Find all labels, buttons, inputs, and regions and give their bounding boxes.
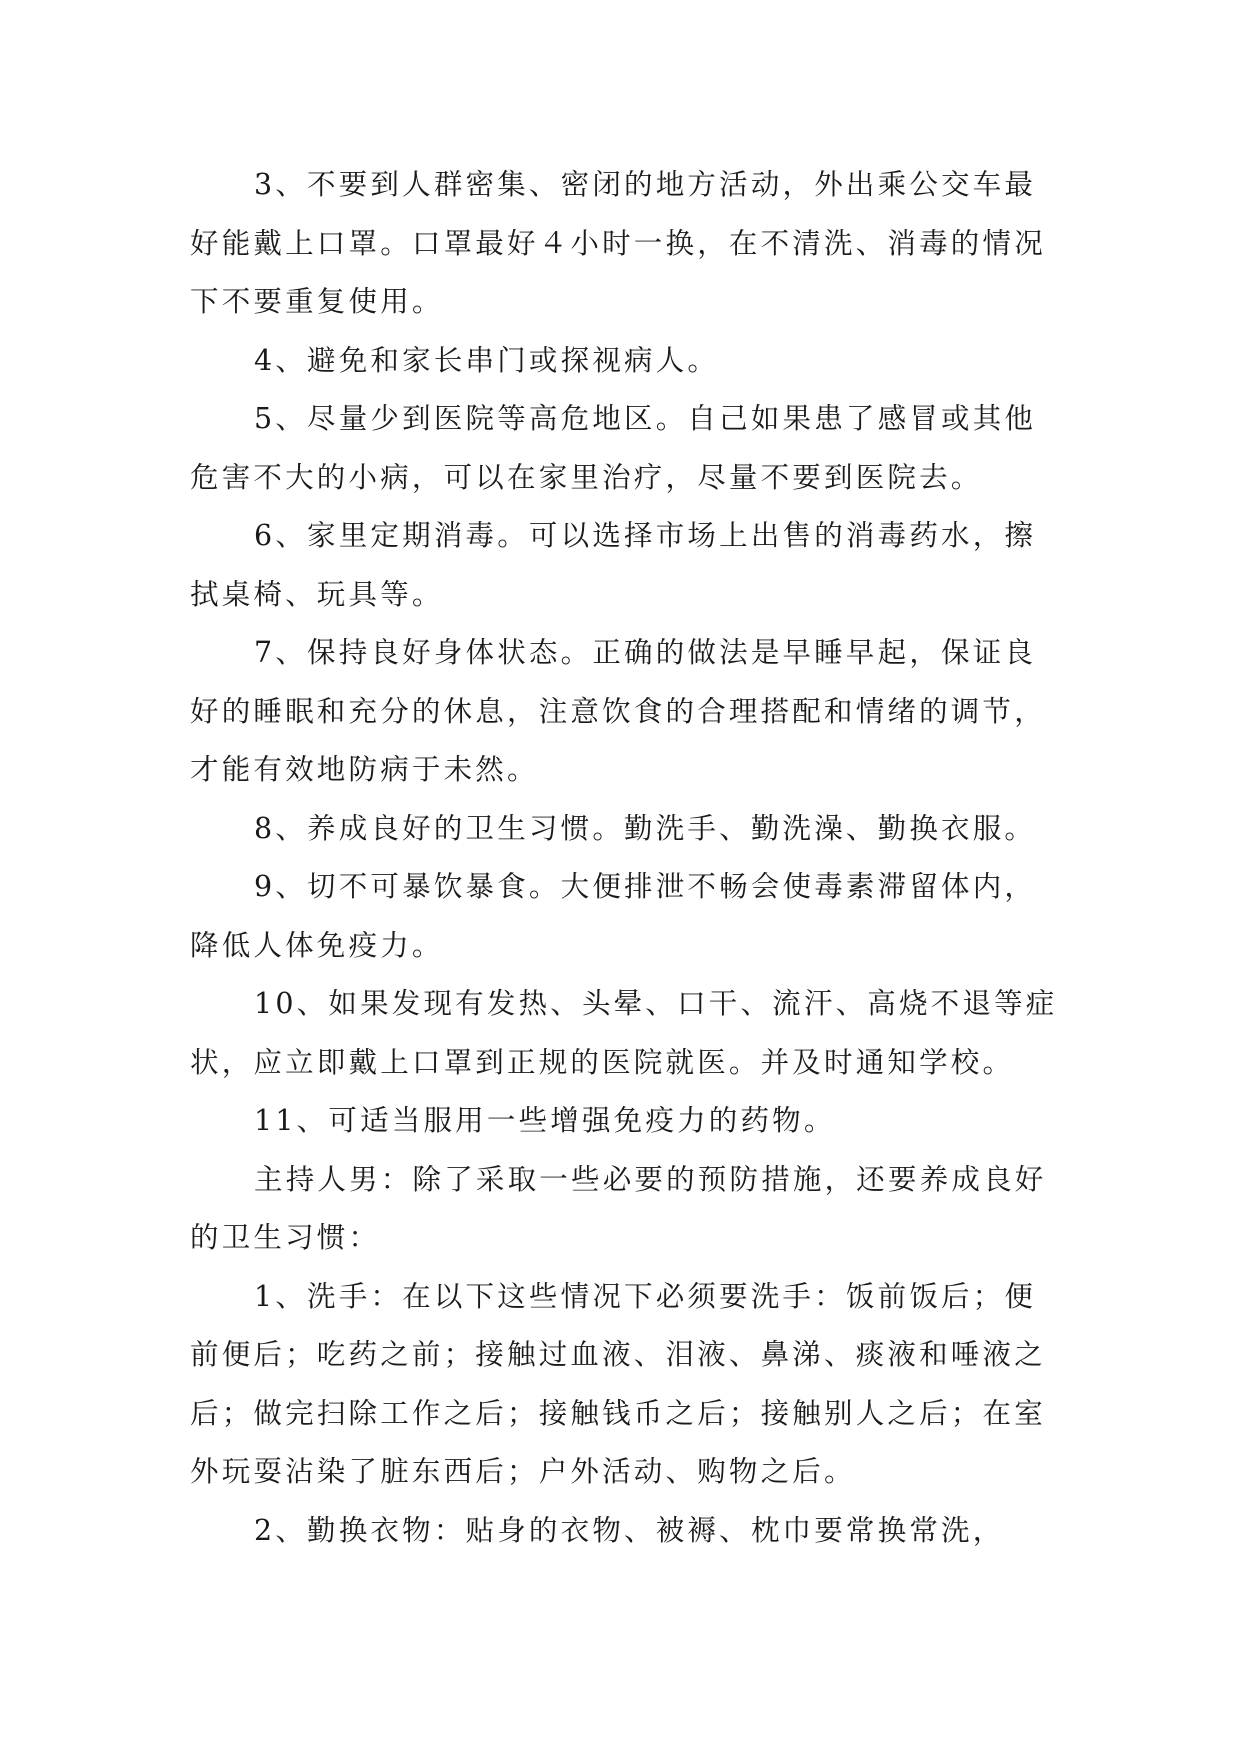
paragraph-item-11: 11、可适当服用一些增强免疫力的药物。 [254,1104,836,1137]
paragraph-item-3: 3、不要到人群密集、密闭的地方活动，外出乘公交车最好能戴上口罩。口罩最好４小时一换，在不清洗、消毒的情况下不要重复使用。 [190,168,1046,318]
paragraph-item-5: 5、尽量少到医院等高危地区。自己如果患了感冒或其他危害不大的小病，可以在家里治疗，尽量不要到医院去。 [190,402,1037,494]
host-speech-paragraph: 主持人男：除了采取一些必要的预防措施，还要养成良好的卫生习惯： [190,1162,1047,1254]
paragraph-item-9: 9、切不可暴饮暴食。大便排泄不畅会使毒素滞留体内，降低人体免疫力。 [190,870,1037,962]
habit-item-2: 2、勤换衣物：贴身的衣物、被褥、枕巾要常换常洗， [254,1513,1005,1547]
habit-item-1: 1、洗手：在以下这些情况下必须要洗手：饭前饭后；便前便后；吃药之前；接触过血液、泪液、鼻涕、痰液和唾液之后；做完扫除工作之后；接触钱币之后；接触别人之后；在室外玩耍沾染了脏东西后；户外活动、购物之后。 [190,1279,1046,1488]
document-body [190,156,1060,1560]
paragraph-item-8: 8、养成良好的卫生习惯。勤洗手、勤洗澡、勤换衣服。 [254,811,1037,845]
paragraph-item-10: 10、如果发现有发热、头晕、口干、流汗、高烧不退等症状，应立即戴上口罩到正规的医院就医。并及时通知学校。 [190,987,1058,1079]
paragraph-item-7: 7、保持良好身体状态。正确的做法是早睡早起，保证良好的睡眠和充分的休息，注意饮食的合理搭配和情绪的调节，才能有效地防病于未然。 [190,636,1046,786]
paragraph-item-6: 6、家里定期消毒。可以选择市场上出售的消毒药水，擦拭桌椅、玩具等。 [190,519,1037,611]
paragraph-item-4: 4、避免和家长串门或探视病人。 [254,343,720,377]
